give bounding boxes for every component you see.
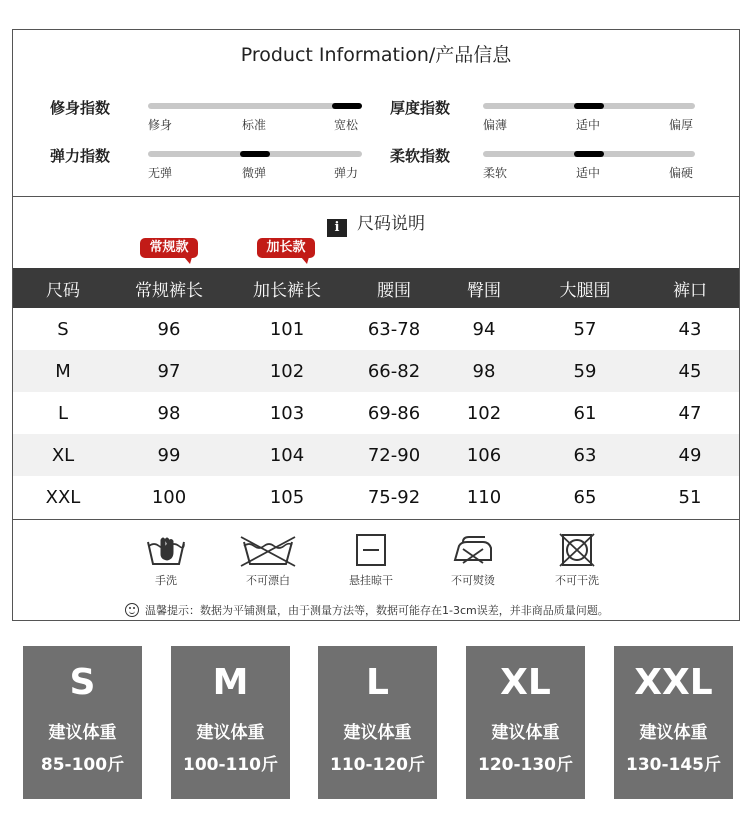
softness-index-track [483,151,695,157]
table-cell: 96 [157,318,181,340]
care-label: 悬挂晾干 [349,574,393,587]
card-range: 100-110斤 [182,755,279,775]
weight-card-xl [466,646,585,799]
measurement-tip [125,602,609,618]
table-cell: 75-92 [367,486,421,508]
thickness-scale-mid: 适中 [576,118,601,132]
fit-scale-high: 宽松 [334,118,359,132]
card-label: 建议体重 [196,723,265,743]
card-label: 建议体重 [639,723,708,743]
weight-card-s [23,646,142,799]
table-row [13,476,739,518]
product-info-section [13,30,739,197]
table-cell: 104 [225,434,349,476]
table-cell: 63 [529,434,641,476]
table-cell: 99 [113,434,225,476]
elasticity-scale-mid: 微弹 [242,166,267,180]
header-regular-length: 常规裤长 [113,268,225,308]
card-range: 130-145斤 [625,755,722,775]
softness-scale-mid: 适中 [576,166,601,180]
header-size: 尺码 [13,268,113,308]
info-icon: i [327,219,347,237]
care-no-dry-clean [537,532,617,588]
header-thigh: 大腿围 [529,268,641,308]
softness-index-label: 柔软指数 [390,147,451,165]
elasticity-index-marker [240,151,270,157]
table-cell: 61 [573,402,597,424]
weight-card-xxl [614,646,733,799]
table-cell: 102 [466,402,502,424]
care-label: 不可漂白 [246,574,290,587]
table-cell: 72-90 [349,434,439,476]
table-cell: 63-78 [367,318,421,340]
hand-wash-icon [142,532,190,568]
table-cell: 106 [439,434,529,476]
table-header-row [13,268,739,308]
table-row [13,434,739,476]
weight-cards [0,646,750,799]
care-label: 手洗 [155,574,177,587]
elasticity-index-track [148,151,362,157]
softness-scale-high: 偏硬 [669,166,694,180]
table-row [13,308,739,350]
card-size: XL [500,662,551,703]
table-cell: M [13,350,113,392]
card-size: L [366,662,389,703]
weight-card-l [318,646,437,799]
thickness-index-marker [574,103,604,109]
card-size: XXL [634,662,713,703]
fit-index-track [148,103,362,109]
size-info-frame [12,29,740,621]
card-size: S [69,662,96,703]
elasticity-scale-low: 无弹 [148,166,173,180]
table-cell: 98 [439,350,529,392]
table-cell: 97 [113,350,225,392]
table-cell: 98 [157,402,181,424]
table-cell: 45 [641,350,739,392]
hang-dry-icon [353,532,389,568]
size-table [13,268,739,518]
card-range: 110-120斤 [329,755,426,775]
regular-tag: 常规款 [140,238,198,258]
softness-scale-low: 柔软 [483,166,508,180]
header-waist: 腰围 [349,268,439,308]
size-chart-heading [13,209,739,237]
card-label: 建议体重 [48,723,117,743]
fit-index-label: 修身指数 [50,99,111,117]
thickness-scale-low: 偏薄 [483,118,508,132]
header-long-length: 加长裤长 [225,268,349,308]
card-label: 建议体重 [343,723,412,743]
care-label: 不可干洗 [555,574,599,587]
weight-card-m [171,646,290,799]
care-no-bleach [228,532,308,588]
tip-text: 温馨提示：数据为平铺测量，由于测量方法等，数据可能存在1-3cm误差，并非商品质量问题。 [145,604,609,617]
care-section [13,532,739,594]
no-bleach-icon [238,532,298,568]
no-tumble-dry-icon [558,532,596,568]
table-cell: 43 [678,318,702,340]
card-size: M [212,662,249,703]
thickness-index [390,97,710,137]
table-cell: 65 [573,486,597,508]
elasticity-index [50,145,370,185]
softness-index [390,145,710,185]
long-tag: 加长款 [257,238,315,258]
table-cell: 59 [529,350,641,392]
table-row [13,350,739,392]
table-cell: 49 [641,434,739,476]
table-row [13,392,739,434]
care-hang-dry [331,532,411,588]
product-info-title: Product Information/产品信息 [240,44,512,66]
card-range: 120-130斤 [477,755,574,775]
table-cell: 101 [269,318,305,340]
softness-index-marker [574,151,604,157]
thickness-index-label: 厚度指数 [390,99,451,117]
table-cell: 51 [678,486,702,508]
table-cell: 47 [678,402,702,424]
thickness-index-track [483,103,695,109]
table-cell: S [57,318,69,340]
table-cell: 57 [573,318,597,340]
table-cell: 103 [269,402,305,424]
table-cell: 105 [269,486,305,508]
table-cell: 100 [151,486,187,508]
smile-icon [125,603,139,617]
card-range: 85-100斤 [40,755,125,775]
table-cell: L [57,402,69,424]
table-cell: 69-86 [367,402,421,424]
fit-scale-low: 修身 [148,118,173,132]
elasticity-scale-high: 弹力 [334,166,359,180]
care-no-iron [433,532,513,588]
table-cell: 94 [472,318,496,340]
care-hand-wash [126,532,206,588]
table-cell: XL [13,434,113,476]
table-cell: 110 [466,486,502,508]
size-chart-section [13,198,739,520]
header-hem: 裤口 [641,268,739,308]
care-label: 不可熨烫 [451,574,495,587]
table-cell: 66-82 [349,350,439,392]
fit-index [50,97,370,137]
thickness-scale-high: 偏厚 [669,118,694,132]
card-label: 建议体重 [491,723,560,743]
header-hip: 臀围 [439,268,529,308]
fit-index-marker [332,103,362,109]
fit-scale-mid: 标准 [242,118,267,132]
elasticity-index-label: 弹力指数 [50,147,111,165]
size-chart-title: 尺码说明 [357,214,425,234]
no-iron-icon [451,532,495,568]
table-cell: 102 [225,350,349,392]
table-cell: XXL [45,486,81,508]
